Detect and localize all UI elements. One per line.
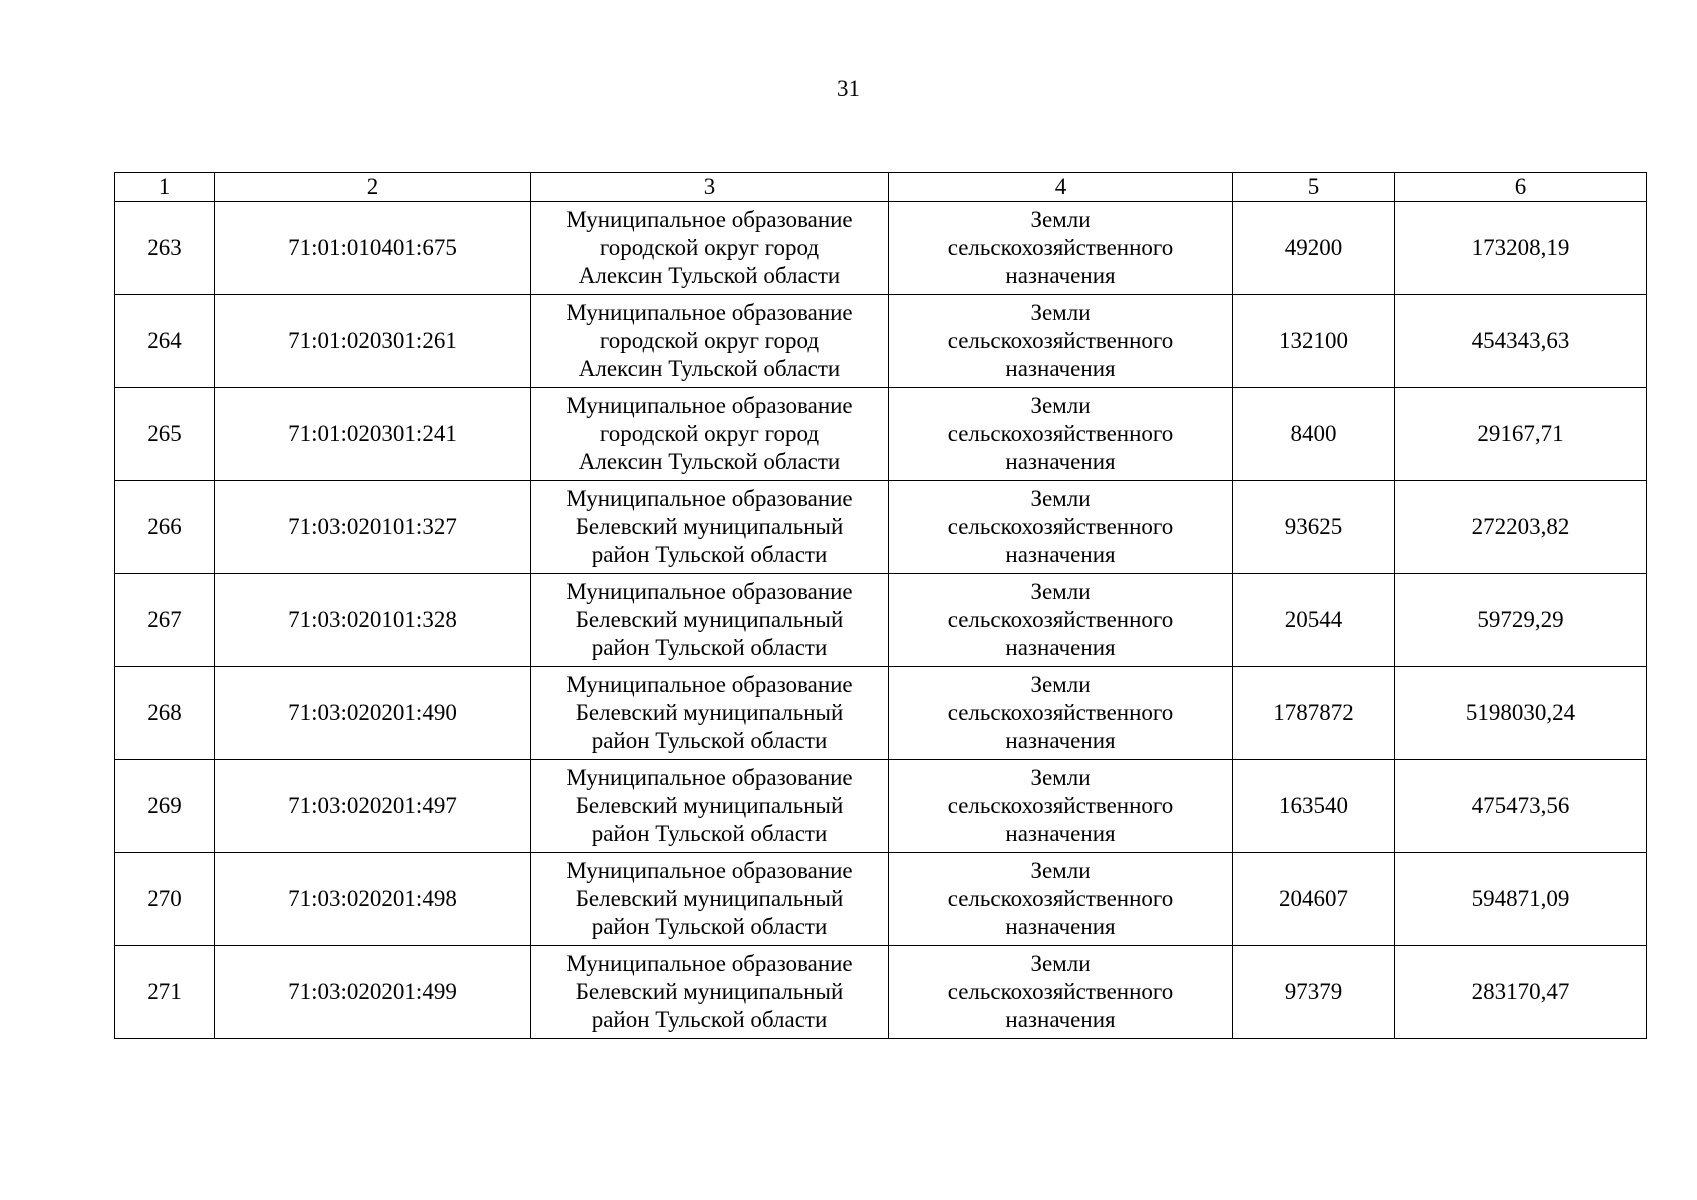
owner-cell-line: район Тульской области: [591, 635, 828, 660]
table-row: [115, 853, 1647, 946]
owner-cell-line: Белевский муниципальный: [575, 514, 844, 539]
owner-cell-line: Муниципальное образование: [566, 858, 853, 883]
value-cell: 594871,09: [1395, 853, 1647, 946]
land-category-cell-line: сельскохозяйственного: [947, 793, 1174, 818]
land-category-cell-line: Земли: [1030, 393, 1091, 418]
area-cell: 93625: [1233, 481, 1395, 574]
area-cell: 132100: [1233, 295, 1395, 388]
value-cell: 29167,71: [1395, 388, 1647, 481]
value-cell: 475473,56: [1395, 760, 1647, 853]
cadastral-number-cell: 71:03:020201:497: [215, 760, 531, 853]
land-category-cell-line: назначения: [1005, 449, 1116, 474]
column-header-6: 6: [1395, 173, 1647, 202]
owner-cell-line: Муниципальное образование: [566, 579, 853, 604]
owner-cell-line: Белевский муниципальный: [575, 886, 844, 911]
land-category-cell-line: сельскохозяйственного: [947, 700, 1174, 725]
land-category-cell-line: Земли: [1030, 672, 1091, 697]
land-category-cell-line: сельскохозяйственного: [947, 328, 1174, 353]
table-body: [115, 202, 1647, 1039]
land-category-cell-line: Земли: [1030, 579, 1091, 604]
owner-cell-line: район Тульской области: [591, 542, 828, 567]
land-category-cell: [889, 481, 1233, 574]
land-category-cell-line: назначения: [1005, 263, 1116, 288]
owner-cell-line: район Тульской области: [591, 821, 828, 846]
owner-cell: [531, 760, 889, 853]
owner-cell: [531, 946, 889, 1039]
cadastral-number-cell: 71:03:020201:499: [215, 946, 531, 1039]
owner-cell-line: Белевский муниципальный: [575, 607, 844, 632]
table-row: [115, 481, 1647, 574]
value-cell: 173208,19: [1395, 202, 1647, 295]
column-header-4: 4: [889, 173, 1233, 202]
owner-cell-line: Муниципальное образование: [566, 951, 853, 976]
land-category-cell-line: Земли: [1030, 765, 1091, 790]
owner-cell: [531, 574, 889, 667]
cadastral-number-cell: 71:01:010401:675: [215, 202, 531, 295]
land-category-cell-line: сельскохозяйственного: [947, 514, 1174, 539]
column-header-2: 2: [215, 173, 531, 202]
owner-cell-line: Муниципальное образование: [566, 300, 853, 325]
owner-cell-line: Белевский муниципальный: [575, 979, 844, 1004]
row-number-cell: 266: [115, 481, 215, 574]
land-category-cell-line: сельскохозяйственного: [947, 235, 1174, 260]
row-number-cell: 269: [115, 760, 215, 853]
owner-cell-line: район Тульской области: [591, 1007, 828, 1032]
row-number-cell: 265: [115, 388, 215, 481]
cadastral-number-cell: 71:03:020201:490: [215, 667, 531, 760]
land-category-cell: [889, 667, 1233, 760]
row-number-cell: 263: [115, 202, 215, 295]
owner-cell-line: Муниципальное образование: [566, 765, 853, 790]
land-category-cell-line: Земли: [1030, 858, 1091, 883]
value-cell: 59729,29: [1395, 574, 1647, 667]
land-category-cell-line: Земли: [1030, 207, 1091, 232]
owner-cell: [531, 295, 889, 388]
land-category-cell-line: назначения: [1005, 1007, 1116, 1032]
land-category-cell: [889, 853, 1233, 946]
owner-cell-line: Алексин Тульской области: [578, 449, 841, 474]
owner-cell-line: Алексин Тульской области: [578, 356, 841, 381]
land-category-cell-line: назначения: [1005, 728, 1116, 753]
area-cell: 1787872: [1233, 667, 1395, 760]
area-cell: 20544: [1233, 574, 1395, 667]
land-category-cell-line: Земли: [1030, 951, 1091, 976]
owner-cell-line: городской округ город: [599, 328, 820, 353]
column-number-row: [115, 173, 1647, 202]
cadastral-number-cell: 71:03:020101:327: [215, 481, 531, 574]
land-category-cell-line: сельскохозяйственного: [947, 886, 1174, 911]
cadastral-number-cell: 71:01:020301:261: [215, 295, 531, 388]
column-header-5: 5: [1233, 173, 1395, 202]
table-row: [115, 388, 1647, 481]
column-header-1: 1: [115, 173, 215, 202]
column-header-3: 3: [531, 173, 889, 202]
area-cell: 97379: [1233, 946, 1395, 1039]
owner-cell-line: район Тульской области: [591, 914, 828, 939]
owner-cell-line: Белевский муниципальный: [575, 793, 844, 818]
value-cell: 283170,47: [1395, 946, 1647, 1039]
land-category-cell: [889, 202, 1233, 295]
page-number: 31: [837, 76, 860, 101]
land-category-cell-line: Земли: [1030, 300, 1091, 325]
land-category-cell-line: назначения: [1005, 542, 1116, 567]
area-cell: 163540: [1233, 760, 1395, 853]
table-row: [115, 574, 1647, 667]
owner-cell-line: городской округ город: [599, 421, 820, 446]
row-number-cell: 268: [115, 667, 215, 760]
owner-cell-line: городской округ город: [599, 235, 820, 260]
row-number-cell: 264: [115, 295, 215, 388]
land-category-cell-line: назначения: [1005, 821, 1116, 846]
owner-cell-line: Муниципальное образование: [566, 486, 853, 511]
area-cell: 49200: [1233, 202, 1395, 295]
cadastral-number-cell: 71:03:020101:328: [215, 574, 531, 667]
land-category-cell-line: Земли: [1030, 486, 1091, 511]
value-cell: 454343,63: [1395, 295, 1647, 388]
owner-cell: [531, 202, 889, 295]
land-category-cell: [889, 760, 1233, 853]
table-row: [115, 202, 1647, 295]
land-category-cell-line: сельскохозяйственного: [947, 979, 1174, 1004]
land-registry-table: [114, 172, 1647, 1039]
owner-cell: [531, 481, 889, 574]
owner-cell: [531, 853, 889, 946]
land-category-cell: [889, 295, 1233, 388]
row-number-cell: 270: [115, 853, 215, 946]
owner-cell: [531, 388, 889, 481]
land-category-cell: [889, 574, 1233, 667]
owner-cell: [531, 667, 889, 760]
row-number-cell: 271: [115, 946, 215, 1039]
value-cell: 5198030,24: [1395, 667, 1647, 760]
land-category-cell-line: назначения: [1005, 914, 1116, 939]
area-cell: 204607: [1233, 853, 1395, 946]
cadastral-number-cell: 71:03:020201:498: [215, 853, 531, 946]
table-row: [115, 667, 1647, 760]
land-category-cell-line: сельскохозяйственного: [947, 421, 1174, 446]
owner-cell-line: Муниципальное образование: [566, 207, 853, 232]
land-category-cell: [889, 946, 1233, 1039]
table-row: [115, 946, 1647, 1039]
cadastral-number-cell: 71:01:020301:241: [215, 388, 531, 481]
owner-cell-line: Муниципальное образование: [566, 672, 853, 697]
row-number-cell: 267: [115, 574, 215, 667]
owner-cell-line: Муниципальное образование: [566, 393, 853, 418]
owner-cell-line: район Тульской области: [591, 728, 828, 753]
owner-cell-line: Алексин Тульской области: [578, 263, 841, 288]
land-category-cell: [889, 388, 1233, 481]
land-category-cell-line: назначения: [1005, 356, 1116, 381]
land-category-cell-line: назначения: [1005, 635, 1116, 660]
value-cell: 272203,82: [1395, 481, 1647, 574]
table-row: [115, 760, 1647, 853]
owner-cell-line: Белевский муниципальный: [575, 700, 844, 725]
table-row: [115, 295, 1647, 388]
land-category-cell-line: сельскохозяйственного: [947, 607, 1174, 632]
area-cell: 8400: [1233, 388, 1395, 481]
